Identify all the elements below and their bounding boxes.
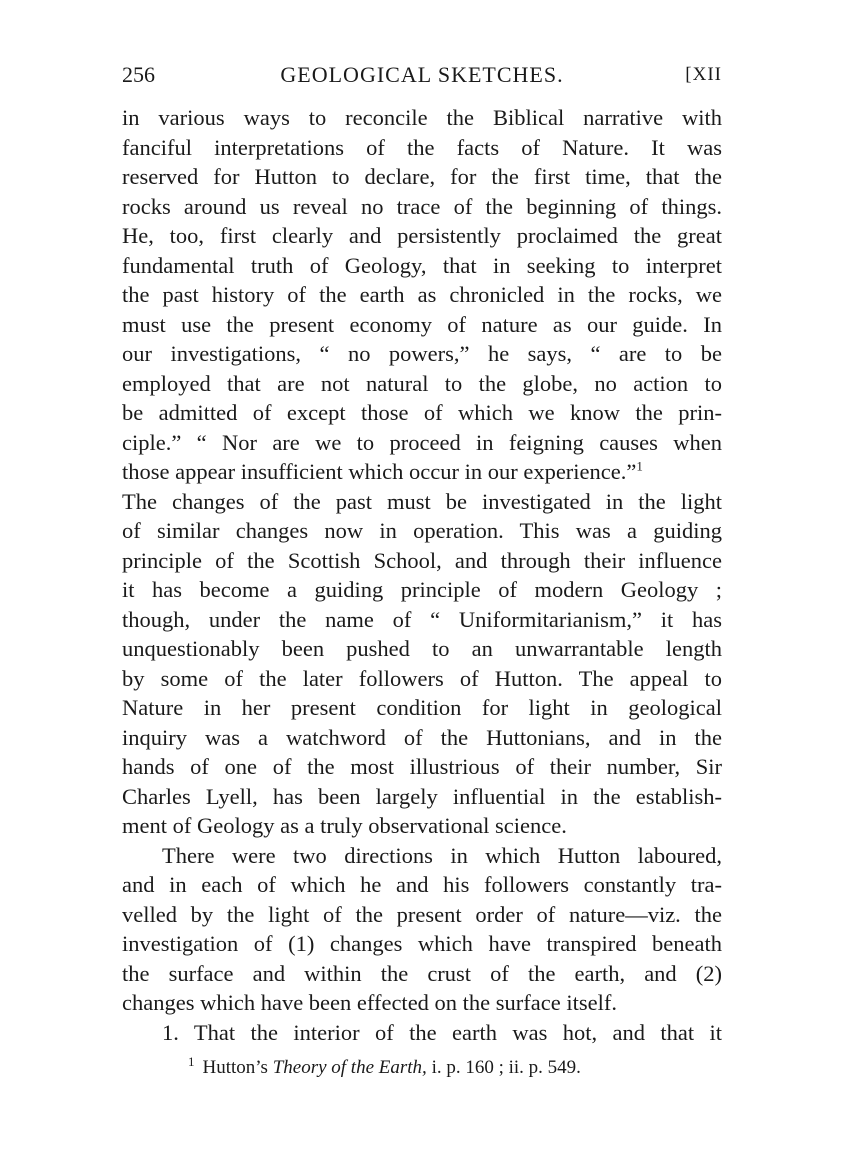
text-line: of similar changes now in operation. This was a guiding bbox=[122, 518, 722, 543]
text-line: The changes of the past must be investigated in the light bbox=[122, 488, 722, 514]
text-line: Nature in her present condition for light in geological bbox=[122, 695, 722, 720]
text-line: ciple.” “ Nor are we to proceed in feigning causes when bbox=[122, 429, 722, 455]
text-line: and in each of which he and his followers constantly tra- bbox=[122, 872, 722, 897]
text-line: our investigations, “ no powers,” he says, “ are to be bbox=[122, 341, 722, 366]
text-line: it has become a guiding principle of modern Geology ; bbox=[122, 577, 722, 602]
text-line: hands of one of the most illustrious of their number, Sir bbox=[122, 754, 722, 779]
text-line: those appear insufficient which occur in our experience.” bbox=[122, 459, 637, 484]
running-title: GEOLOGICAL SKETCHES. bbox=[280, 62, 564, 87]
footnote-reference: 1 bbox=[636, 458, 643, 474]
text-line: be admitted of except those of which we know the prin- bbox=[122, 400, 722, 425]
running-header bbox=[122, 58, 722, 92]
text-line: principle of the Scottish School, and through their influence bbox=[122, 547, 722, 573]
text-line: rocks around us reveal no trace of the beginning of things. bbox=[122, 193, 722, 219]
footnote-citation: i. p. 160 ; ii. p. 549. bbox=[426, 1057, 581, 1078]
text-line: There were two directions in which Hutton laboured, bbox=[162, 842, 722, 868]
text-line: investigation of (1) changes which have transpired beneath bbox=[122, 931, 722, 956]
text-line: ment of Geology as a truly observational science. bbox=[122, 813, 567, 838]
body-text bbox=[122, 103, 722, 1047]
text-line-with-footnote bbox=[122, 457, 722, 487]
text-line: reserved for Hutton to declare, for the first time, that the bbox=[122, 164, 722, 189]
page-number: 256 bbox=[122, 62, 155, 87]
text-line: He, too, first clearly and persistently proclaimed the great bbox=[122, 223, 722, 248]
text-line: changes which have been effected on the surface itself. bbox=[122, 990, 617, 1015]
footnote-work-title: Theory of the Earth, bbox=[272, 1057, 427, 1078]
footnote-mark: 1 bbox=[188, 1053, 195, 1069]
text-line: velled by the light of the present order of nature—viz. the bbox=[122, 901, 722, 927]
text-line: in various ways to reconcile the Biblical narrative with bbox=[122, 105, 722, 130]
footnote-author: Hutton’s bbox=[202, 1057, 273, 1078]
text-line: fundamental truth of Geology, that in seeking to interpret bbox=[122, 252, 722, 278]
text-line: fanciful interpretations of the facts of Nature. It was bbox=[122, 134, 722, 160]
text-line: by some of the later followers of Hutton. The appeal to bbox=[122, 665, 722, 691]
footnote bbox=[122, 1055, 722, 1081]
text-line: Charles Lyell, has been largely influential in the establish- bbox=[122, 783, 722, 809]
text-line: unquestionably been pushed to an unwarrantable length bbox=[122, 636, 722, 661]
text-line: though, under the name of “ Uniformitarianism,” it has bbox=[122, 606, 722, 632]
text-line: 1. That the interior of the earth was hot, and that it bbox=[162, 1019, 722, 1045]
text-line: inquiry was a watchword of the Huttonians, and in the bbox=[122, 724, 722, 750]
text-line: must use the present economy of nature as our guide. In bbox=[122, 311, 722, 337]
text-line: the surface and within the crust of the earth, and (2) bbox=[122, 960, 722, 986]
chapter-marker: [XII bbox=[685, 64, 722, 85]
text-line: employed that are not natural to the globe, no action to bbox=[122, 370, 722, 396]
text-line: the past history of the earth as chronicled in the rocks, we bbox=[122, 282, 722, 307]
